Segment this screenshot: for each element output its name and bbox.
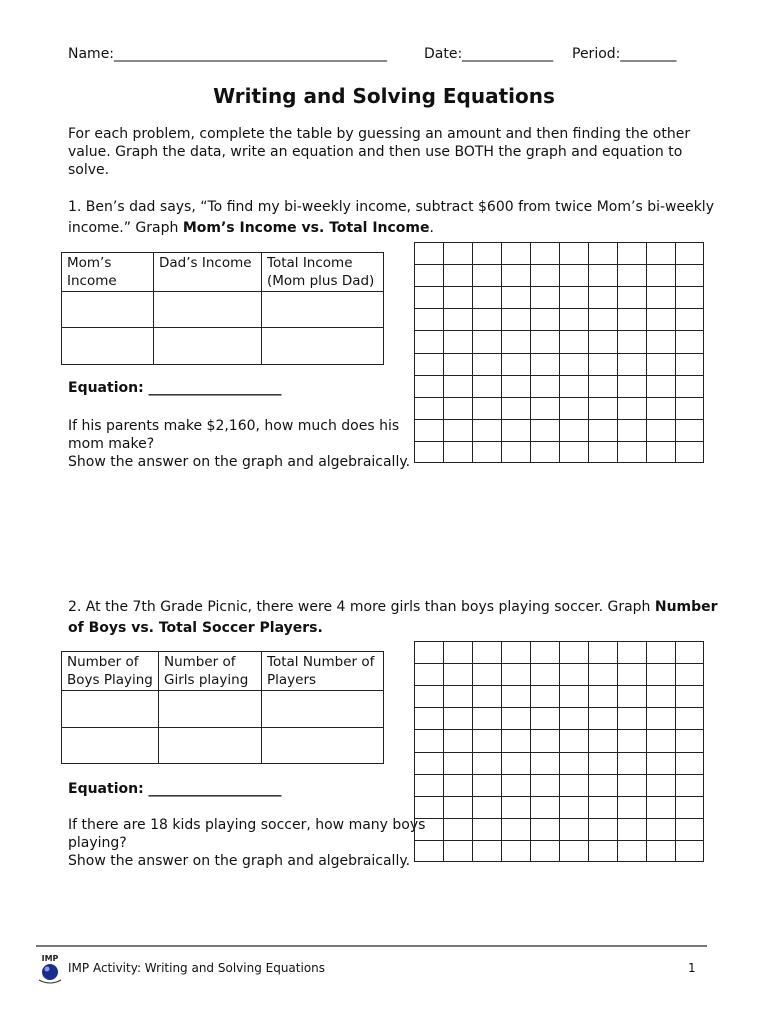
problem-1-line <box>68 218 708 239</box>
graph-grid-lines <box>414 242 704 463</box>
table-cell[interactable] <box>262 328 384 365</box>
table-row <box>62 728 384 764</box>
header-line: Girls playing <box>164 672 249 688</box>
question-line: playing? <box>68 835 127 851</box>
problem-2-graph-title: Number <box>654 599 718 615</box>
problem-2-line <box>68 618 708 639</box>
problem-2-period: . <box>317 620 323 636</box>
problem-1-equation-label: Equation: ___________________ <box>68 380 282 396</box>
problem-2-graph-grid[interactable] <box>414 641 704 862</box>
logo-globe <box>42 964 58 980</box>
table-cell[interactable] <box>262 691 384 728</box>
question-line: Show the answer on the graph and algebraically. <box>68 853 411 869</box>
instructions-line: solve. <box>68 162 110 178</box>
imp-logo <box>36 952 64 992</box>
instructions-line: For each problem, complete the table by guessing an amount and then finding the other <box>68 126 691 142</box>
problem-1-graph-title: Mom’s Income vs. Total Income <box>182 220 430 236</box>
instructions <box>68 125 708 179</box>
table-cell[interactable] <box>262 292 384 328</box>
header-line: (Mom plus Dad) <box>267 273 375 289</box>
table-cell[interactable] <box>154 328 262 365</box>
logo-lettering: IMP <box>41 954 59 963</box>
name-field-label: Name:_______________________________________ <box>68 46 388 62</box>
problem-2-equation-label: Equation: ___________________ <box>68 781 282 797</box>
logo-highlight <box>45 967 50 972</box>
table-cell[interactable] <box>62 728 159 764</box>
header-line: Number of <box>164 654 236 670</box>
table-row <box>62 691 384 728</box>
graph-grid-lines <box>414 641 704 862</box>
table-cell[interactable] <box>159 691 262 728</box>
problem-2-graph-title: of Boys vs. Total Soccer Players <box>68 620 318 636</box>
table-cell[interactable] <box>62 691 159 728</box>
table-header-cell <box>154 253 262 292</box>
table-cell[interactable] <box>62 292 154 328</box>
page-number: 1 <box>688 961 696 975</box>
table-header-cell <box>62 253 154 292</box>
question-line: If his parents make $2,160, how much does his <box>68 418 400 434</box>
table-header-cell <box>262 652 384 691</box>
header-line: Number of <box>67 654 139 670</box>
table-header-cell <box>262 253 384 292</box>
header-line: Players <box>267 672 317 688</box>
period-field-label: Period:________ <box>572 46 677 62</box>
problem-1-graph-grid[interactable] <box>414 242 704 463</box>
table-header-row <box>62 253 384 292</box>
problem-1-line: 1. Ben’s dad says, “To find my bi-weekly income, subtract $600 from twice Mom’s bi-weekly <box>68 199 714 215</box>
header-line: Total Number of <box>267 654 375 670</box>
table-header-cell <box>62 652 159 691</box>
question-line: mom make? <box>68 436 155 452</box>
page-title: Writing and Solving Equations <box>213 84 555 108</box>
table-cell[interactable] <box>159 728 262 764</box>
problem-2-table <box>61 651 384 764</box>
table-cell[interactable] <box>154 292 262 328</box>
problem-1-text: income.” Graph <box>68 220 183 236</box>
problem-1-statement <box>68 197 714 239</box>
header-line: Mom’s <box>67 255 112 271</box>
table-cell[interactable] <box>262 728 384 764</box>
table-row <box>62 292 384 328</box>
question-line: If there are 18 kids playing soccer, how many boys <box>68 817 426 833</box>
table-header-cell <box>159 652 262 691</box>
problem-2-statement <box>68 597 718 639</box>
footer-text: IMP Activity: Writing and Solving Equations <box>68 961 326 975</box>
header-line: Total Income <box>267 255 353 271</box>
question-line: Show the answer on the graph and algebraically. <box>68 454 411 470</box>
header-line: Dad’s Income <box>159 255 252 271</box>
footer-divider <box>36 945 707 947</box>
instructions-line: value. Graph the data, write an equation and then use BOTH the graph and equation to <box>68 144 683 160</box>
table-cell[interactable] <box>62 328 154 365</box>
problem-2-line <box>68 597 718 618</box>
problem-2-text: 2. At the 7th Grade Picnic, there were 4 more girls than boys playing soccer. Graph <box>68 599 655 615</box>
problem-1-period: . <box>429 220 434 236</box>
imp-logo-icon <box>36 952 64 988</box>
header-line: Boys Playing <box>67 672 153 688</box>
date-field-label: Date:_____________ <box>424 46 554 62</box>
table-row <box>62 328 384 365</box>
header-line: Income <box>67 273 117 289</box>
problem-1-table <box>61 252 384 365</box>
logo-arc <box>39 980 61 983</box>
table-header-row <box>62 652 384 691</box>
